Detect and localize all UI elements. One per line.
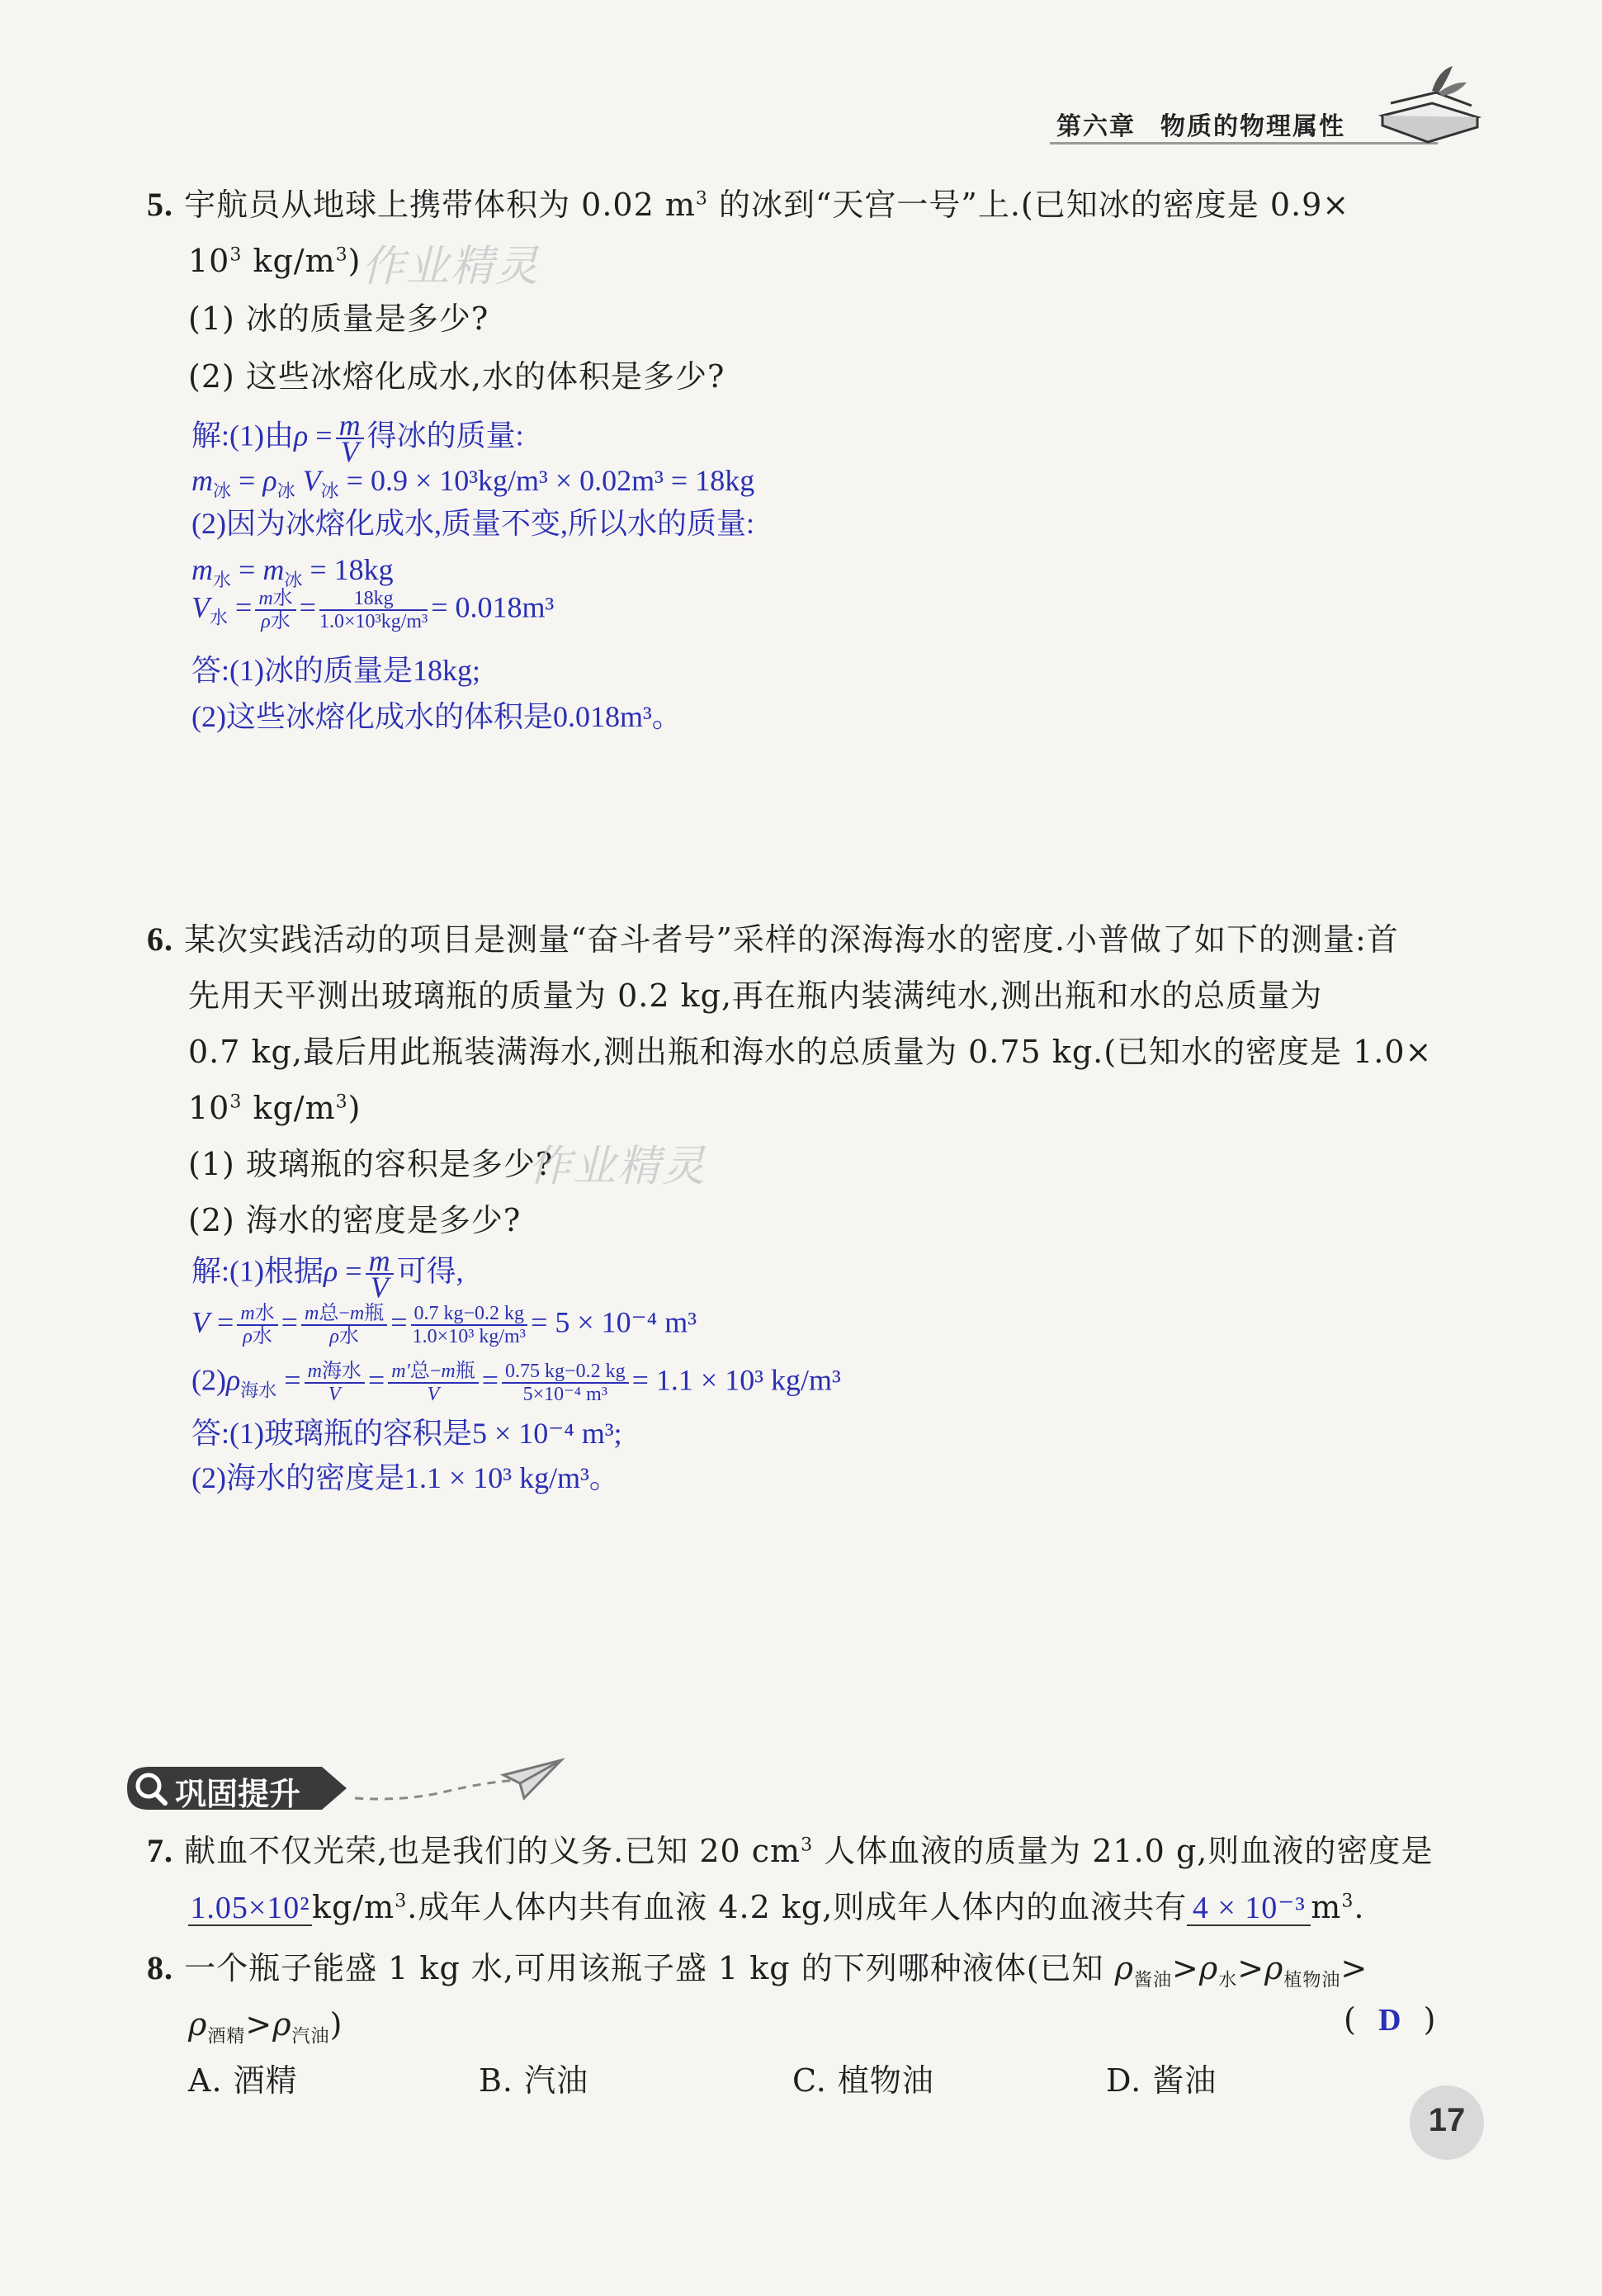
q6-answer-line3: $(2)\rho_{海水}$ = $\frac{\text{m海水}}{V}$ = $\frac{\text{m′总−m瓶}}{V}$ = $\frac{0.75 kg-0.2 kg}{\text{5×10⁻⁴ m³}}$ = 1.1 × 10³ kg/m³: [191, 1361, 841, 1405]
q6-line1: 6. 某次实践活动的项目是测量“奋斗者号”采样的深海海水的密度.小普做了如下的测量:首: [147, 921, 1399, 958]
q8-option-d: D. 酱油: [1106, 2062, 1217, 2099]
q5-line1: 5. 宇航员从地球上携带体积为 0.02 $m^3$ 的冰到“天宫一号”上.(已知冰的密度是 0.9×: [147, 186, 1350, 223]
q5-answer-line6: 答:(1)冰的质量是18kg;: [191, 654, 480, 687]
q5-line2: $10^3$ $kg/m^3$): [188, 243, 362, 279]
q8-option-c: C. 植物油: [792, 2062, 934, 2099]
q5-answer-line4: $m_水 = m_冰 = 18kg$: [191, 553, 394, 591]
section-badge-text-wrap: [124, 1763, 355, 1813]
chapter-header: [1056, 106, 1345, 142]
watermark: 作业精灵: [528, 1143, 707, 1191]
q6-subquestion-1: (1) 玻璃瓶的容积是多少?: [188, 1146, 554, 1182]
books-icon: [1374, 58, 1481, 149]
q5-subquestion-2: (2) 这些冰熔化成水,水的体积是多少?: [188, 358, 725, 395]
chapter-title: 物质的物理属性: [1160, 113, 1345, 140]
q6-answer-line5: (2)海水的密度是1.1 × 10³ kg/m³。: [191, 1461, 619, 1494]
q8-option-a: A. 酒精: [188, 2062, 298, 2099]
q7-answer-blank-1: 1.05×10²: [188, 1891, 312, 1926]
q7-line1: 7. 献血不仅光荣,也是我们的义务.已知 20 $cm^3$ 人体血液的质量为 21.0 g,则血液的密度是: [147, 1832, 1434, 1869]
q6-line3: 0.7 kg,最后用此瓶装满海水,测出瓶和海水的总质量为 0.75 kg.(已知水的密度是 1.0×: [188, 1034, 1433, 1070]
q5-answer-line1: 解:(1)由ρ = $\frac{m}{V}$ 得冰的质量:: [191, 409, 524, 468]
q6-line2: 先用天平测出玻璃瓶的质量为 0.2 kg,再在瓶内装满纯水,测出瓶和水的总质量为: [188, 978, 1323, 1014]
q8-line2: $\rho_{酒精}>\rho_{汽油}$): [188, 2006, 343, 2047]
q5-answer-line2: $m_冰 = \rho_冰$ $V_冰 = 0.9 \times 10^3kg/m^3 \times 0.02m^3 = 18kg$: [191, 464, 755, 502]
q6-answer-line4: 答:(1)玻璃瓶的容积是5 × 10⁻⁴ m³;: [191, 1417, 622, 1450]
q5-answer-line7: (2)这些冰熔化成水的体积是0.018m³。: [191, 700, 682, 733]
q6-line4: $10^3$ $kg/m^3$): [188, 1090, 362, 1126]
q6-subquestion-2: (2) 海水的密度是多少?: [188, 1202, 522, 1238]
q6-answer-line2: V = $\frac{\text{m水}}{\text{ρ水}}$ = $\frac{\text{m总−m瓶}}{\text{ρ水}}$ = $\frac{0.7 kg-0.2 kg}{\text{1.0×10³ kg/m³}}$ = 5 × 10⁻⁴ m³: [191, 1303, 697, 1347]
q8-answer: D: [1378, 2003, 1402, 2038]
q8-option-b: B. 汽油: [479, 2062, 589, 2099]
q8-answer-bracket: ( D ): [1344, 2001, 1437, 2038]
chapter-number: 第六章: [1056, 113, 1136, 140]
q7-answer-blank-2: 4 × 10⁻³: [1187, 1891, 1311, 1926]
q6-answer-line1: 解:(1)根据ρ = $\frac{m}{V}$ 可得,: [191, 1244, 464, 1304]
q5-answer-line3: (2)因为冰熔化成水,质量不变,所以水的质量:: [191, 507, 754, 540]
q5-answer-line5: $V_水$ = $\frac{\text{m水}}{\text{ρ水}}$ = $\frac{18kg}{\text{1.0×10³kg/m³}}$ = 0.018m³: [191, 588, 555, 632]
q7-line2: $1.05\times 10^2kg/m^3$.成年人体内共有血液 4.2 kg,则成年人体内的血液共有 4 × 10⁻³ $m^3$.: [188, 1891, 1364, 1926]
section-badge-label: 巩固提升: [175, 1776, 301, 1812]
paper-plane-icon: [355, 1750, 569, 1808]
q5-subquestion-1: (1) 冰的质量是多少?: [188, 301, 489, 337]
page-number: 17: [1428, 2102, 1466, 2138]
q8-line1: 8. 一个瓶子能盛 1 kg 水,可用该瓶子盛 1 kg 的下列哪种液体(已知 $\rho_{酱油}>\rho_水>\rho_{植物油}>$: [147, 1949, 1368, 1991]
watermark: 作业精灵: [362, 243, 541, 291]
